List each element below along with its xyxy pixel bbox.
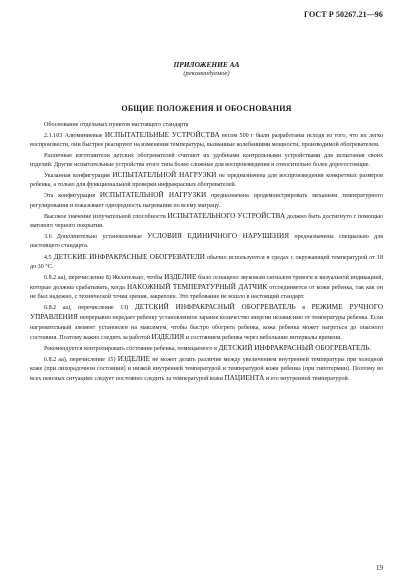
paragraph-text: было оснащено звуковым сигналом тревоги и визуальной индикацией, которые должны срабатывать, когда: [30, 274, 383, 291]
term-caps: ДЕТСКИЙ ИНФРАКРАСНЫЙ ОБОГРЕВАТЕЛЬ: [218, 343, 370, 352]
term-caps: ДЕТСКИЕ ИНФРАКРАСНЫЕ ОБОГРЕВАТЕЛИ: [53, 252, 205, 261]
paragraph-text: предназначена продемонстрировать механизм температурного регулирования и показывает однородность нагревания по всему матрацу.: [30, 193, 384, 209]
term-caps: ИСПЫТАТЕЛЬНЫЕ УСТРОЙСТВА: [104, 131, 220, 140]
paragraph: [30, 191, 383, 210]
appendix-subtitle: (рекомендуемое): [183, 70, 230, 77]
paragraph-text: Обоснование отдельных пунктов настоящего стандарта: [44, 122, 189, 128]
paragraph-text: обычно используются в средах с окружающей температурой от 18 до 30 °С.: [30, 254, 384, 270]
paragraph-text: и его внутренней температурой.: [264, 376, 350, 383]
paragraph: [30, 344, 383, 354]
term-caps: ИЗДЕЛИЯ: [151, 332, 185, 341]
term-caps: РЕЖИМЕ РУЧНОГО УПРАВЛЕНИЯ: [30, 303, 383, 322]
paragraph: [30, 171, 383, 190]
paragraph-text: Высокое значение излучательной способности: [44, 213, 168, 220]
paragraph-text: Рекомендуется контролировать состояние ребенка, помещаемого в: [44, 345, 219, 352]
paragraph-text: 6.8.2 аа), перечисление 15): [44, 357, 118, 364]
paragraph: [30, 253, 383, 272]
paragraph-text: предназначены специально для настоящего стандарта.: [30, 234, 383, 250]
paragraph-text: Эта конфигурация: [44, 193, 100, 200]
paragraph: [30, 355, 383, 384]
term-caps: ИСПЫТАТЕЛЬНОЙ НАГРУЗКИ: [99, 191, 207, 200]
paragraph-text: 2.1.103 Алюминиевые: [44, 133, 105, 140]
paragraph-text: Указанная конфигурация: [44, 173, 113, 180]
paragraph: [30, 212, 383, 231]
paragraph: [30, 152, 383, 170]
paragraph-text: 4.5: [44, 254, 54, 261]
appendix-title: ПРИЛОЖЕНИЕ АА: [173, 60, 240, 69]
paragraph-text: весом 500 г были разработаны исходя из того, что их легко воспроизвести, они быстрее реагируют на изменения температуры, вызванные колебаниями мощности, производимой обогревателем.: [30, 133, 383, 149]
term-caps: ИЗДЕЛИЕ: [117, 355, 151, 364]
paragraph-text: не может делать различие между увеличением внутренней температуры при холодной коже (при лихорадочном состоянии) и низкой внутренней температурой и температурой кожи ребенка (при гипотермии). Поэтому во всех неясных ситуациях следует постоянно следить за температурой кожи: [30, 357, 384, 383]
paragraph: [30, 232, 383, 251]
paragraph-text: в: [295, 305, 312, 312]
section-title: ОБЩИЕ ПОЛОЖЕНИЯ И ОБОСНОВАНИЯ: [121, 104, 292, 113]
paragraph: [30, 131, 383, 150]
paragraph-text: 3.6 Дополнительно установленные: [44, 234, 148, 241]
paragraph-text: не предназначена для воспроизведения конкретных размеров ребенка, а только для функциональной проверки инфракрасных обогревателей.: [30, 173, 383, 189]
term-caps: ИСПЫТАТЕЛЬНОГО УСТРОЙСТВА: [167, 211, 286, 220]
term-caps: ДЕТСКИЙ ИНФРАКРАСНЫЙ ОБОГРЕВАТЕЛЬ: [134, 303, 296, 312]
paragraph-text: должно быть достигнуто с помощью матового черного покрытия.: [30, 213, 383, 229]
term-caps: УСЛОВИЯ ЕДИНИЧНОГО НАРУШЕНИЯ: [147, 232, 290, 241]
paragraph-text: .: [369, 345, 371, 352]
paragraph-text: и состоянием ребенка через небольшие интервалы времени.: [184, 334, 342, 341]
term-caps: ИЗДЕЛИЕ: [164, 272, 197, 281]
page-number: 19: [376, 564, 383, 572]
paragraph-text: отсоединяется от кожи ребенка, так как он не был надежно, с технической точки зрения, закреплен. Это требование не вошло в настоящий стандарт.: [30, 285, 383, 301]
standard-code-header: ГОСТ Р 50267.21—96: [303, 10, 383, 19]
paragraph: [30, 303, 383, 342]
paragraph: [30, 121, 383, 130]
term-caps: ПАЦИЕНТА: [224, 374, 265, 383]
paragraph-text: 6.8.2 аа), перечисление 13): [44, 305, 135, 312]
document-body: [30, 121, 383, 385]
term-caps: НАКОЖНЫЙ ТЕМПЕРАТУРНЫЙ ДАТЧИК: [126, 283, 268, 291]
paragraph-text: непрерывно передает ребенку установленное заранее количество энергии независимо от температуры ребенка. Если нагревательный элемент установлен на максимум, чтобы быстро обогреть ребенка, кожа ребенка может нагреться до опасного состояния. Поэтому важно следить за работой: [30, 315, 383, 341]
paragraph: [30, 273, 383, 302]
term-caps: ИСПЫТАТЕЛЬНОЙ НАГРУЗКИ: [112, 171, 217, 180]
paragraph-text: 6.8.2 аа), перечисление 8) Желательно, чтобы: [44, 274, 165, 281]
paragraph-text: Различные изготовители детских обогревателей считают их удобными контрольными устройствами для испытания своих изделий. Другие испытательные устройства этого типа более сложные для воспроизведения и относительно более дорогостоящие.: [30, 152, 383, 168]
